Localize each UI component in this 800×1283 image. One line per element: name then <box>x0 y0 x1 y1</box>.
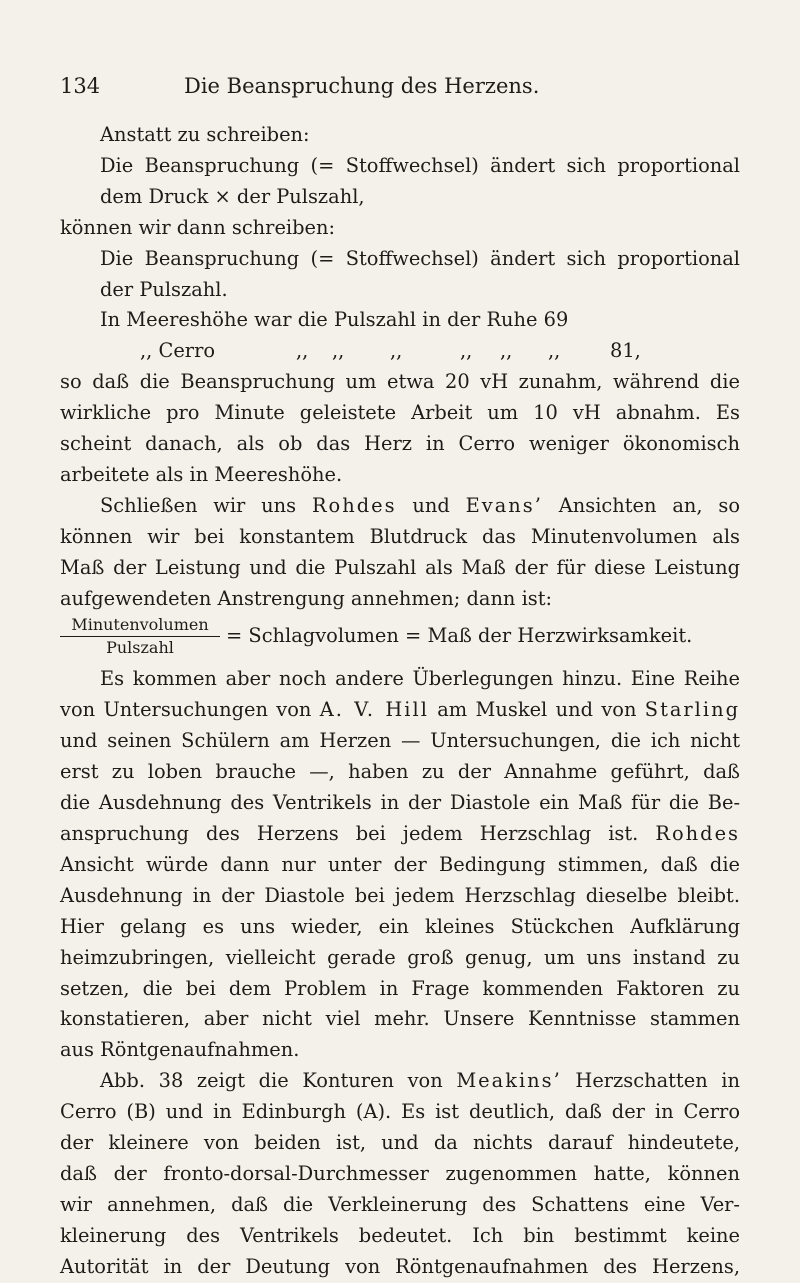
author-name: Meakins’ <box>456 1069 562 1093</box>
text-line: dem Druck × der Pulszahl, <box>100 184 365 208</box>
author-name: Rohdes <box>311 493 397 517</box>
page-header <box>60 74 720 104</box>
author-name: Evans’ <box>465 493 543 517</box>
ditto-mark: ,, <box>548 339 561 363</box>
text-line: Es kommen aber noch andere Überlegungen hinzu. Eine Reihe <box>100 667 740 691</box>
text-line: Cerro (B) und in Edinburgh (A). Es ist deutlich, daß der in Cerro <box>60 1100 740 1124</box>
author-name: Rohdes <box>655 822 740 846</box>
fraction-numerator: Minutenvolumen <box>60 616 220 637</box>
text-line: können wir bei konstantem Blutdruck das Minutenvolumen als <box>60 524 740 548</box>
formula <box>60 614 740 664</box>
page-number: 134 <box>60 74 101 98</box>
running-title: Die Beanspruchung des Herzens. <box>184 74 540 98</box>
author-name: A. V. Hill <box>319 698 429 722</box>
author-name: Starling <box>644 698 740 722</box>
ditto-value: 81, <box>610 339 641 363</box>
ditto-mark: ,, <box>390 339 403 363</box>
text-line: Schließen wir uns Rohdes und Evans’ Ansichten an, so <box>100 493 740 517</box>
text-line: der kleinere von beiden ist, und da nichts darauf hindeutete, <box>60 1131 740 1155</box>
text-line: konstatieren, aber nicht viel mehr. Unsere Kenntnisse stammen <box>60 1007 740 1031</box>
text-line: Maß der Leistung und die Pulszahl als Maß der für diese Leistung <box>60 555 740 579</box>
ditto-word: ,, Cerro <box>140 339 216 363</box>
text-line: heimzubringen, vielleicht gerade groß genug, um uns instand zu <box>60 945 740 969</box>
text-line: die Ausdehnung des Ventrikels in der Diastole ein Maß für die Be- <box>60 791 740 815</box>
text-line: kleinerung des Ventrikels bedeutet. Ich bin bestimmt keine <box>60 1223 740 1247</box>
ditto-line <box>60 336 740 367</box>
formula-equation: = Schlagvolumen = Maß der Herzwirksamkeit. <box>226 624 693 648</box>
text-line: können wir dann schreiben: <box>60 215 336 239</box>
fraction <box>60 616 220 657</box>
text-line: Ansicht würde dann nur unter der Bedingung stimmen, daß die <box>60 852 740 876</box>
text-line: wirkliche pro Minute geleistete Arbeit um 10 vH abnahm. Es <box>60 401 740 425</box>
text-line: der Pulszahl. <box>100 277 228 301</box>
text-line: In Meereshöhe war die Pulszahl in der Ruhe 69 <box>100 308 569 332</box>
text-line: daß der fronto-dorsal-Durchmesser zugenommen hatte, können <box>60 1161 740 1185</box>
text-line: erst zu loben brauche —, haben zu der Annahme geführt, daß <box>60 760 740 784</box>
text-line: arbeitete als in Meereshöhe. <box>60 462 343 486</box>
text-line: Ausdehnung in der Diastole bei jedem Herzschlag dieselbe bleibt. <box>60 883 740 907</box>
text-line: aus Röntgenaufnahmen. <box>60 1038 300 1062</box>
ditto-mark: ,, <box>460 339 473 363</box>
text-line: wir annehmen, daß die Verkleinerung des Schattens eine Ver- <box>60 1192 740 1216</box>
ditto-mark: ,, <box>332 339 345 363</box>
text-line: und seinen Schülern am Herzen — Untersuchungen, die ich nicht <box>60 729 740 753</box>
text-line: Die Beanspruchung (= Stoffwechsel) ändert sich proportional <box>100 246 740 270</box>
text-line: Autorität in der Deutung von Röntgenaufnahmen des Herzens, <box>60 1254 740 1278</box>
text-line: setzen, die bei dem Problem in Frage kommenden Faktoren zu <box>60 976 740 1000</box>
text-line: scheint danach, als ob das Herz in Cerro weniger ökonomisch <box>60 432 740 456</box>
text-line: Abb. 38 zeigt die Konturen von Meakins’ Herzschatten in <box>100 1069 740 1093</box>
text-line: Anstatt zu schreiben: <box>100 123 310 146</box>
text-line: Die Beanspruchung (= Stoffwechsel) ändert sich proportional <box>100 153 740 177</box>
ditto-mark: ,, <box>500 339 513 363</box>
text-line: aufgewendeten Anstrengung annehmen; dann ist: <box>60 586 553 610</box>
ditto-mark: ,, <box>296 339 309 363</box>
text-line: so daß die Beanspruchung um etwa 20 vH zunahm, während die <box>60 370 740 394</box>
text-line: von Untersuchungen von A. V. Hill am Muskel und von Starling <box>60 698 740 722</box>
text-line: Hier gelang es uns wieder, ein kleines Stückchen Aufklärung <box>60 914 740 938</box>
body-text <box>60 120 740 1283</box>
fraction-denominator: Pulszahl <box>106 638 174 658</box>
text-line: anspruchung des Herzens bei jedem Herzschlag ist. Rohdes <box>60 822 740 846</box>
